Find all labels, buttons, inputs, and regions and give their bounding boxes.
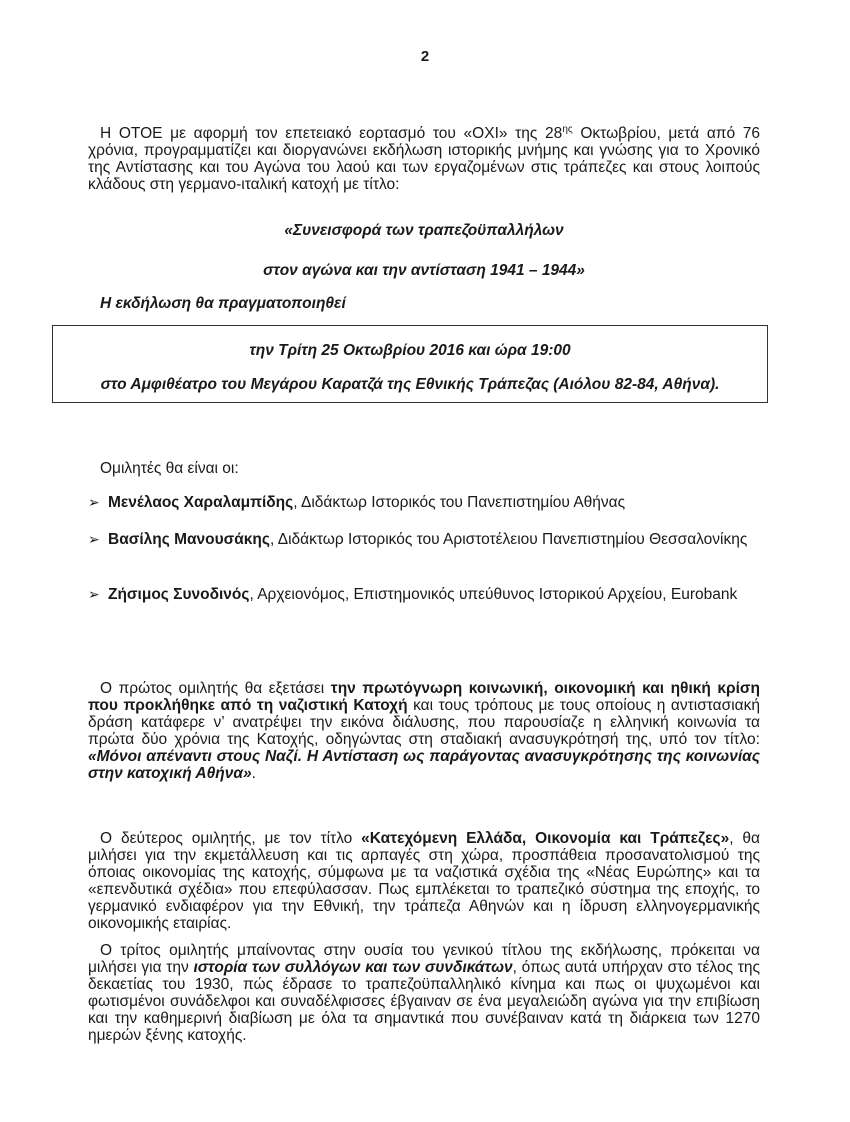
intro-text-2: Οκτωβρίου, μετά από 76 χρόνια, προγραμματίζει και διοργανώνει εκδήλωση ιστορικής μνήμης και γνώσης για το Χρονικό της Αντίστασης και του Αγώνα του λαού και των εργαζομένων στις τράπεζες και στους λοιπούς κλάδους στη γερμανο-ιταλική κατοχή με τίτλο: (88, 125, 761, 193)
speaker-name: Ζήσιμος Συνοδινός (108, 586, 250, 603)
event-title-line-2: στον αγώνα και την αντίσταση 1941 – 1944» (263, 262, 585, 279)
para1-bold: την πρωτόγνωρη κοινωνική, οικονομική και ηθική κρίση που προκλήθηκε από τη ναζιστική Κατοχή (88, 680, 760, 714)
speaker-name: Βασίλης Μανουσάκης (108, 531, 270, 548)
para1-bold-italic: «Μόνοι απέναντι στους Ναζί. Η Αντίσταση ως παράγοντας ανασυγκρότησης της κοινωνίας στην κατοχική Αθήνα» (88, 748, 760, 782)
paragraph-second-speaker (88, 830, 760, 932)
event-date: την Τρίτη 25 Οκτωβρίου 2016 και ώρα 19:00 (249, 342, 571, 359)
para3-text: Ο τρίτος ομιλητής μπαίνοντας στην ουσία του γενικού τίτλου της εκδήλωσης, πρόκειται να μιλήσει για την (88, 942, 760, 976)
intro-superscript: ης (562, 123, 573, 135)
intro-paragraph (88, 125, 760, 193)
speaker-desc: , Διδάκτωρ Ιστορικός του Πανεπιστημίου Αθήνας (293, 494, 626, 511)
para2-bold: «Κατεχόμενη Ελλάδα, Οικονομία και Τράπεζες» (361, 830, 730, 847)
paragraph-third-speaker (88, 942, 760, 1044)
para2-text: Ο δεύτερος ομιλητής, με τον τίτλο (100, 830, 362, 847)
para2-text: , θα μιλήσει για την εκμετάλλευση και τις αρπαγές στη χώρα, προσπάθεια προσανατολισμού της όποιας οικονομίας της κατοχής, σύμφωνα με τα ναζιστικά σχέδια της «Νέας Ευρώπης» και τα «επενδυτικά σχέδια» που επεφύλασσαν. Πως εμπλέκεται το τραπεζικό σύστημα της εποχής, το γερμανικό ενδιαφέρον για την Εθνική, την τράπεζα Αθηνών και η ίδρυση ελληνογερμανικής οικονομικής εταιρίας. (88, 830, 760, 932)
arrow-bullet-icon: ➢ (88, 494, 100, 510)
para1-text: Ο πρώτος ομιλητής θα εξετάσει (100, 680, 331, 697)
arrow-bullet-icon: ➢ (88, 586, 100, 602)
event-box (52, 325, 768, 403)
para3-text: , όπως αυτά υπήρχαν στο τέλος της δεκαετίας του 1930, πώς έδρασε το τραπεζοϋπαλληλικό κίνημα και πως οι ψυχωμένοι και φωτισμένοι συνάδελφοι και συναδέλφισσες έβγαιναν σε ένα μεγαλειώδη αγώνα για την επιβίωση και την καθημερινή διαβίωση με όλα τα σημαντικά που συνέβαιναν κατά τη διάρκεια των 1270 ημερών ξένης κατοχής. (88, 959, 761, 1044)
arrow-bullet-icon: ➢ (88, 531, 100, 547)
speaker-desc: , Διδάκτωρ Ιστορικός του Αριστοτέλειου Πανεπιστημίου Θεσσαλονίκης (269, 531, 748, 548)
para3-bold-italic: ιστορία των συλλόγων και των συνδικάτων (193, 959, 513, 976)
intro-text-1: Η ΟΤΟΕ με αφορμή τον επετειακό εορτασμό του «ΟΧΙ» της 28 (100, 125, 563, 142)
para1-text: . (251, 765, 256, 782)
paragraph-first-speaker (88, 680, 760, 782)
event-title-line-1: «Συνεισφορά των τραπεζοϋπαλλήλων (284, 222, 564, 239)
speaker-desc: , Αρχειονόμος, Επιστημονικός υπεύθυνος Ιστορικού Αρχείου, Eurobank (249, 586, 738, 603)
speaker-name: Μενέλαος Χαραλαμπίδης (108, 494, 294, 511)
para1-text: και τους τρόπους με τους οποίους η αντιστασιακή δράση κατάφερε ν’ ανατρέψει την εικόνα διάλυσης, που παρουσίαζε η ελληνική κοινωνία τα πρώτα δύο χρόνια της Κατοχής, οδηγώντας στη σταδιακή ανασυγκρότησή της, υπό τον τίτλο: (88, 697, 760, 748)
speakers-intro: Ομιλητές θα είναι οι: (100, 460, 239, 477)
event-intro: Η εκδήλωση θα πραγματοποιηθεί (100, 295, 346, 312)
page-number: 2 (420, 48, 430, 65)
event-venue: στο Αμφιθέατρο του Μεγάρου Καρατζά της Εθνικής Τράπεζας (Αιόλου 82-84, Αθήνα). (100, 376, 720, 393)
